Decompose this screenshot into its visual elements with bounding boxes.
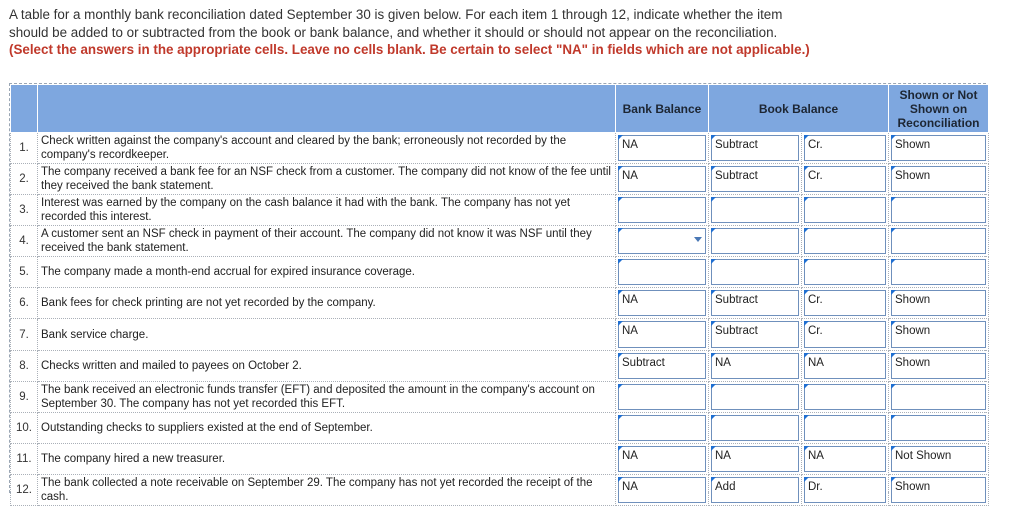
book-balance-select-cell	[709, 382, 802, 413]
bank-balance-select-cell	[616, 288, 709, 319]
header-number	[11, 85, 38, 133]
shown-select-cell	[889, 413, 989, 444]
book-side-select-cell	[802, 382, 889, 413]
book-side-select[interactable]: Cr.	[804, 321, 886, 348]
row-number: 11.	[11, 444, 38, 475]
table-row	[11, 351, 989, 382]
book-side-select[interactable]: Dr.	[804, 477, 886, 503]
bank-balance-select-cell	[616, 164, 709, 195]
cell-marker-icon	[891, 384, 896, 389]
row-number: 12.	[11, 475, 38, 506]
book-side-select-cell	[802, 257, 889, 288]
instructions	[9, 6, 1009, 59]
book-side-select[interactable]: Cr.	[804, 135, 886, 161]
row-number: 10.	[11, 413, 38, 444]
shown-select[interactable]: Shown	[891, 321, 986, 348]
book-balance-select-cell	[709, 226, 802, 257]
bank-balance-select-cell	[616, 133, 709, 164]
cell-marker-icon	[618, 166, 623, 171]
cell-marker-icon	[711, 228, 716, 233]
cell-marker-icon	[804, 384, 809, 389]
row-number: 5.	[11, 257, 38, 288]
reconciliation-table	[10, 84, 989, 506]
table-row	[11, 226, 989, 257]
bank-balance-select[interactable]: NA	[618, 166, 706, 192]
book-balance-select-cell	[709, 133, 802, 164]
row-description: Outstanding checks to suppliers existed at the end of September.	[38, 413, 616, 444]
bank-balance-select-cell	[616, 351, 709, 382]
shown-select[interactable]	[891, 384, 986, 410]
cell-marker-icon	[711, 415, 716, 420]
book-side-select-cell	[802, 195, 889, 226]
book-side-select[interactable]	[804, 384, 886, 410]
row-description: Bank fees for check printing are not yet recorded by the company.	[38, 288, 616, 319]
book-balance-select[interactable]: Subtract	[711, 135, 799, 161]
cell-marker-icon	[804, 290, 809, 295]
cell-marker-icon	[891, 446, 896, 451]
row-description: A customer sent an NSF check in payment of their account. The company did not know it was NSF until they received the bank statement.	[38, 226, 616, 257]
header-description	[38, 85, 616, 133]
bank-balance-select[interactable]	[618, 228, 706, 254]
book-balance-select[interactable]: Subtract	[711, 166, 799, 192]
row-description: Checks written and mailed to payees on October 2.	[38, 351, 616, 382]
row-description: The bank received an electronic funds transfer (EFT) and deposited the amount in the company's account on September 30. The company has not yet recorded this EFT.	[38, 382, 616, 413]
row-description: The bank collected a note receivable on September 29. The company has not yet recorded the receipt of the cash.	[38, 475, 616, 506]
table-row	[11, 413, 989, 444]
book-side-select-cell	[802, 319, 889, 351]
cell-marker-icon	[711, 353, 716, 358]
header-shown: Shown or Not Shown on Reconciliation	[889, 85, 989, 133]
book-side-select[interactable]: Cr.	[804, 166, 886, 192]
book-side-select-cell	[802, 351, 889, 382]
table-row	[11, 382, 989, 413]
cell-marker-icon	[891, 321, 896, 326]
book-side-select-cell	[802, 413, 889, 444]
shown-select[interactable]	[891, 197, 986, 223]
cell-marker-icon	[804, 259, 809, 264]
book-side-select-cell	[802, 226, 889, 257]
table-row	[11, 195, 989, 226]
cell-marker-icon	[711, 446, 716, 451]
book-balance-select-cell	[709, 413, 802, 444]
book-side-select-cell	[802, 475, 889, 506]
bank-balance-select-cell	[616, 195, 709, 226]
book-balance-select[interactable]: Add	[711, 477, 799, 503]
cell-marker-icon	[804, 135, 809, 140]
shown-select-cell	[889, 257, 989, 288]
shown-select-cell	[889, 195, 989, 226]
book-balance-select[interactable]: NA	[711, 353, 799, 379]
bank-balance-select[interactable]: NA	[618, 290, 706, 316]
book-side-select[interactable]: Cr.	[804, 290, 886, 316]
row-description: The company made a month-end accrual for expired insurance coverage.	[38, 257, 616, 288]
cell-marker-icon	[891, 228, 896, 233]
bank-balance-select-cell	[616, 226, 709, 257]
shown-select[interactable]: Shown	[891, 135, 986, 161]
row-description: Check written against the company's account and cleared by the bank; erroneously not recorded by the company's recordkeeper.	[38, 133, 616, 164]
instruction-line-1: A table for a monthly bank reconciliation dated September 30 is given below. For each item 1 through 12, indicate whether the item	[9, 7, 783, 22]
cell-marker-icon	[891, 259, 896, 264]
cell-marker-icon	[804, 197, 809, 202]
row-description: The company hired a new treasurer.	[38, 444, 616, 475]
shown-select[interactable]	[891, 259, 986, 285]
book-balance-select[interactable]: Subtract	[711, 321, 799, 348]
bank-balance-select[interactable]	[618, 415, 706, 441]
bank-balance-select[interactable]: NA	[618, 321, 706, 348]
bank-balance-select[interactable]	[618, 197, 706, 223]
shown-select[interactable]	[891, 228, 986, 254]
cell-marker-icon	[891, 415, 896, 420]
cell-marker-icon	[891, 135, 896, 140]
book-balance-select[interactable]	[711, 197, 799, 223]
table-row	[11, 288, 989, 319]
shown-select[interactable]: Shown	[891, 166, 986, 192]
cell-marker-icon	[618, 290, 623, 295]
cell-marker-icon	[618, 384, 623, 389]
cell-marker-icon	[618, 353, 623, 358]
cell-marker-icon	[711, 259, 716, 264]
cell-marker-icon	[804, 228, 809, 233]
book-side-select-cell	[802, 133, 889, 164]
book-side-select[interactable]: NA	[804, 353, 886, 379]
header-row	[11, 85, 989, 133]
bank-balance-select-cell	[616, 257, 709, 288]
bank-balance-select[interactable]	[618, 259, 706, 285]
header-bank-balance: Bank Balance	[616, 85, 709, 133]
table-row	[11, 164, 989, 195]
book-balance-select-cell	[709, 475, 802, 506]
book-balance-select-cell	[709, 319, 802, 351]
shown-select[interactable]: Shown	[891, 477, 986, 503]
shown-select-cell	[889, 133, 989, 164]
book-side-select[interactable]	[804, 415, 886, 441]
cell-marker-icon	[618, 135, 623, 140]
cell-marker-icon	[891, 353, 896, 358]
row-number: 9.	[11, 382, 38, 413]
shown-select-cell	[889, 444, 989, 475]
instruction-line-2: should be added to or subtracted from the book or bank balance, and whether it should or should not appear on the reconciliation.	[9, 24, 778, 40]
cell-marker-icon	[891, 197, 896, 202]
cell-marker-icon	[618, 446, 623, 451]
book-balance-select-cell	[709, 164, 802, 195]
book-balance-select[interactable]: Subtract	[711, 290, 799, 316]
cell-marker-icon	[711, 166, 716, 171]
row-number: 3.	[11, 195, 38, 226]
row-number: 2.	[11, 164, 38, 195]
row-number: 6.	[11, 288, 38, 319]
book-side-select[interactable]	[804, 197, 886, 223]
cell-marker-icon	[711, 321, 716, 326]
row-number: 1.	[11, 133, 38, 164]
bank-balance-select[interactable]: NA	[618, 446, 706, 472]
cell-marker-icon	[804, 415, 809, 420]
book-balance-select[interactable]: NA	[711, 446, 799, 472]
book-balance-select-cell	[709, 288, 802, 319]
book-side-select-cell	[802, 288, 889, 319]
shown-select-cell	[889, 475, 989, 506]
row-number: 8.	[11, 351, 38, 382]
book-balance-select[interactable]	[711, 228, 799, 254]
cell-marker-icon	[618, 321, 623, 326]
row-description: The company received a bank fee for an NSF check from a customer. The company did not know of the fee until they received the bank statement.	[38, 164, 616, 195]
book-balance-select[interactable]	[711, 384, 799, 410]
cell-marker-icon	[891, 290, 896, 295]
header-book-balance: Book Balance	[709, 85, 889, 133]
cell-marker-icon	[618, 228, 623, 233]
cell-marker-icon	[711, 197, 716, 202]
shown-select[interactable]	[891, 415, 986, 441]
cell-marker-icon	[804, 477, 809, 482]
shown-select-cell	[889, 288, 989, 319]
bank-balance-select[interactable]: NA	[618, 477, 706, 503]
cell-marker-icon	[804, 166, 809, 171]
shown-select[interactable]: Not Shown	[891, 446, 986, 472]
book-side-select-cell	[802, 164, 889, 195]
book-side-select[interactable]: NA	[804, 446, 886, 472]
cell-marker-icon	[891, 166, 896, 171]
cell-marker-icon	[891, 477, 896, 482]
book-balance-select-cell	[709, 444, 802, 475]
shown-select-cell	[889, 319, 989, 351]
book-balance-select-cell	[709, 257, 802, 288]
dropdown-arrow-icon[interactable]	[694, 237, 702, 242]
cell-marker-icon	[804, 353, 809, 358]
book-balance-select-cell	[709, 195, 802, 226]
book-balance-select[interactable]	[711, 259, 799, 285]
bank-balance-select-cell	[616, 413, 709, 444]
bank-balance-select-cell	[616, 475, 709, 506]
cell-marker-icon	[711, 477, 716, 482]
bank-balance-select-cell	[616, 319, 709, 351]
shown-select-cell	[889, 351, 989, 382]
table-row	[11, 319, 989, 351]
cell-marker-icon	[804, 321, 809, 326]
book-balance-select-cell	[709, 351, 802, 382]
book-balance-select[interactable]	[711, 415, 799, 441]
shown-select[interactable]: Shown	[891, 290, 986, 316]
table-row	[11, 257, 989, 288]
table-row	[11, 444, 989, 475]
cell-marker-icon	[711, 290, 716, 295]
cell-marker-icon	[618, 259, 623, 264]
bank-balance-select-cell	[616, 444, 709, 475]
cell-marker-icon	[711, 384, 716, 389]
bank-balance-select[interactable]: Subtract	[618, 353, 706, 379]
cell-marker-icon	[711, 135, 716, 140]
cell-marker-icon	[618, 197, 623, 202]
book-side-select-cell	[802, 444, 889, 475]
bank-balance-select[interactable]	[618, 384, 706, 410]
shown-select[interactable]: Shown	[891, 353, 986, 379]
row-number: 7.	[11, 319, 38, 351]
book-side-select[interactable]	[804, 228, 886, 254]
instruction-line-3: (Select the answers in the appropriate cells. Leave no cells blank. Be certain to select "NA" in fields which are not applicable.)	[9, 42, 810, 57]
cell-marker-icon	[804, 446, 809, 451]
bank-balance-select-cell	[616, 382, 709, 413]
table-row	[11, 133, 989, 164]
shown-select-cell	[889, 226, 989, 257]
cell-marker-icon	[618, 477, 623, 482]
book-side-select[interactable]	[804, 259, 886, 285]
shown-select-cell	[889, 164, 989, 195]
table-row	[11, 475, 989, 506]
cell-marker-icon	[618, 415, 623, 420]
row-description: Interest was earned by the company on the cash balance it had with the bank. The company has not yet recorded this interest.	[38, 195, 616, 226]
bank-balance-select[interactable]: NA	[618, 135, 706, 161]
row-description: Bank service charge.	[38, 319, 616, 351]
row-number: 4.	[11, 226, 38, 257]
shown-select-cell	[889, 382, 989, 413]
